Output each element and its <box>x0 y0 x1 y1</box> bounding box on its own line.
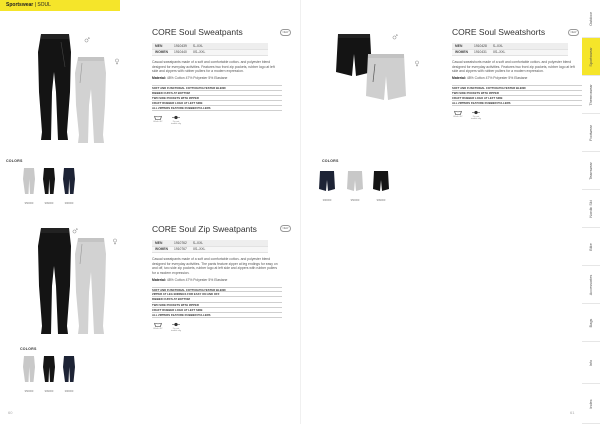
product-sweatpants <box>152 27 282 125</box>
sweatpants-men-image <box>36 32 74 142</box>
gender-female-icon <box>114 58 120 65</box>
tag-separator: | <box>34 2 36 8</box>
feature-item: SOFT AND FUNCTIONAL COTTON-POLYESTER BLEND <box>152 287 282 292</box>
product-zip-sweatpants <box>152 224 282 332</box>
product-description: Casual sweatpants made of a soft and comfortable cotton- and polyester blend designed for everyday activities. The pants feature zipper at leg endings for easy on and off, two side zip pockets, rubber logo at left side and zippers with rubber pullers for a modern expression. <box>152 257 278 275</box>
section-tag <box>0 0 120 11</box>
tab-label: Bags <box>589 318 593 327</box>
swatch-code: 950000 <box>24 389 34 393</box>
feature-item: CRAFT RUBBER LOGO AT LEFT SIDE <box>452 96 582 101</box>
product-title: CORE Soul Sweatshorts <box>452 27 546 37</box>
wash-icon <box>154 115 162 120</box>
size-row-women <box>152 246 268 253</box>
care-wash-label: Wash 40° <box>453 115 463 118</box>
feature-list <box>152 287 282 318</box>
color-swatch <box>372 170 390 202</box>
article-number: 1910440 <box>171 49 190 56</box>
new-badge: NEW <box>568 29 579 36</box>
care-dry-label: Do not tumble dry <box>170 120 182 125</box>
size-row-women <box>452 49 568 56</box>
category-label: Sportswear <box>6 2 34 8</box>
tab-thermowear[interactable] <box>582 76 600 114</box>
product-material <box>152 278 282 282</box>
feature-item: TWO SIDE POCKETS WITH ZIPPER <box>452 91 582 96</box>
care-dry <box>170 322 182 332</box>
article-number: 1910428 <box>471 43 490 49</box>
care-dry <box>170 115 182 125</box>
care-wash <box>152 115 164 125</box>
gender-label: WOMEN <box>152 246 171 253</box>
gender-label: WOMEN <box>452 49 471 56</box>
gender-male-icon <box>392 34 398 40</box>
care-wash-label: Wash 40° <box>153 120 163 123</box>
tab-outdoor[interactable] <box>582 0 600 38</box>
swatch-zip-pants-grey <box>22 355 36 383</box>
size-range: XS–XXL <box>190 246 208 253</box>
no-tumble-dry-icon <box>172 322 180 327</box>
size-table <box>452 43 568 56</box>
color-swatch <box>62 355 76 393</box>
tab-nordic-ski[interactable] <box>582 190 600 228</box>
care-icons <box>452 110 582 120</box>
sweatpants-women-image <box>72 55 110 145</box>
gender-female-icon <box>112 238 118 245</box>
feature-item: CRAFT RUBBER LOGO AT LEFT SIDE <box>152 308 282 313</box>
no-tumble-dry-icon <box>172 115 180 120</box>
material-label: Material: <box>152 278 166 283</box>
swatch-pants-navy <box>62 167 76 195</box>
swatch-code: 396000 <box>322 198 332 202</box>
feature-item: SOFT AND FUNCTIONAL COTTON-POLYESTER BLEND <box>152 85 282 90</box>
tab-label: Outdoor <box>589 11 593 26</box>
tab-label: Thermowear <box>589 83 593 106</box>
size-range: S–XXL <box>490 43 508 49</box>
swatch-code: 999000 <box>44 201 54 205</box>
tab-label: Sportswear <box>589 46 593 67</box>
index-tabs <box>582 0 600 424</box>
swatch-shorts-black <box>372 170 390 192</box>
no-tumble-dry-icon <box>472 110 480 115</box>
product-title: CORE Soul Sweatpants <box>152 27 243 37</box>
tab-bags[interactable] <box>582 304 600 342</box>
care-wash <box>452 110 464 120</box>
swatch-pants-black <box>42 167 56 195</box>
feature-item: ALL ZIPPERS FEATURE RUBBER PULLERS <box>452 101 582 106</box>
feature-item: CRAFT RUBBER LOGO AT LEFT SIDE <box>152 101 282 106</box>
tab-bike[interactable] <box>582 228 600 266</box>
feature-item: RIBBED CUFFS AT BOTTOM <box>152 297 282 302</box>
tab-label: Index <box>589 398 593 409</box>
tab-info[interactable] <box>582 342 600 384</box>
spread-divider <box>300 0 301 424</box>
swatch-pants-grey <box>22 167 36 195</box>
product-sweatshorts <box>452 27 582 120</box>
tab-accessories[interactable] <box>582 266 600 304</box>
material-label: Material: <box>452 76 466 81</box>
swatch-code: 950000 <box>350 198 360 202</box>
size-range: XS–XXL <box>490 49 508 56</box>
swatch-code: 396000 <box>64 389 74 393</box>
gender-male-icon <box>84 37 90 43</box>
feature-item: RIBBED CUFFS AT BOTTOM <box>152 91 282 96</box>
collection-label: SOUL <box>37 2 51 8</box>
swatch-code: 396000 <box>64 201 74 205</box>
feature-list <box>152 85 282 111</box>
wash-icon <box>454 110 462 115</box>
size-row-women <box>152 49 268 56</box>
gender-label: MEN <box>152 240 171 246</box>
care-wash <box>152 322 164 332</box>
swatch-shorts-grey <box>346 170 364 192</box>
product-description: Casual sweatpants made of a soft and comfortable cotton- and polyester blend designed for everyday activities. Features two front zip pockets, rubber logo at left side and zippers with rubber pullers for a modern expression. <box>152 60 275 74</box>
care-dry-label: Do not tumble dry <box>470 115 482 120</box>
zip-sweatpants-men-image <box>36 226 74 336</box>
gender-label: MEN <box>152 43 171 49</box>
gender-label: WOMEN <box>152 49 171 56</box>
size-range: XS–XXL <box>190 49 208 56</box>
color-swatch <box>22 355 36 393</box>
feature-list <box>452 85 582 106</box>
tab-label: Accessories <box>589 274 593 295</box>
feature-item: ALL ZIPPERS FEATURE RUBBER PULLERS <box>152 313 282 318</box>
tab-footwear[interactable] <box>582 114 600 152</box>
size-range: S–XXL <box>190 240 208 246</box>
page-number-left: 60 <box>8 410 13 415</box>
swatch-zip-pants-black <box>42 355 56 383</box>
material-value: 48% Cotton 47% Polyester 5% Elastane <box>166 76 228 81</box>
color-swatch <box>42 355 56 393</box>
tab-label: Footwear <box>589 124 593 141</box>
feature-item: ALL ZIPPERS FEATURE RUBBER PULLERS <box>152 106 282 111</box>
tab-sportswear[interactable] <box>582 38 600 76</box>
care-icons <box>152 115 282 125</box>
wash-icon <box>154 322 162 327</box>
feature-item: TWO SIDE POCKETS WITH ZIPPER <box>152 96 282 101</box>
feature-item: ZIPPER AT LEG ENDINGS FOR EASY ON AND OFF <box>152 292 282 297</box>
new-badge: NEW <box>280 225 291 232</box>
gender-label: MEN <box>452 43 471 49</box>
swatch-shorts-navy <box>318 170 336 192</box>
color-swatch <box>318 170 336 202</box>
color-swatch <box>62 167 76 205</box>
size-table <box>152 43 268 56</box>
feature-item: TWO SIDE POCKETS WITH ZIPPER <box>152 303 282 308</box>
size-range: S–XXL <box>190 43 208 49</box>
color-swatch <box>346 170 364 202</box>
sweatshorts-women-image <box>364 52 408 104</box>
product-material <box>152 76 282 80</box>
care-dry <box>470 110 482 120</box>
colors-label: COLORS <box>20 347 37 351</box>
tab-label: Nordic Ski <box>589 199 593 218</box>
tab-teamwear[interactable] <box>582 152 600 190</box>
tab-label: Teamwear <box>589 161 593 180</box>
product-material <box>452 76 582 80</box>
swatch-code: 999000 <box>44 389 54 393</box>
article-number: 1910762 <box>171 240 190 246</box>
color-swatch <box>22 167 36 205</box>
material-label: Material: <box>152 76 166 81</box>
colors-label: COLORS <box>6 159 23 163</box>
article-number: 1910431 <box>471 49 490 56</box>
swatch-zip-pants-navy <box>62 355 76 383</box>
color-swatch <box>42 167 56 205</box>
gender-female-icon <box>414 60 420 67</box>
tab-label: Bike <box>589 242 593 251</box>
material-value: 48% Cotton 47% Polyester 5% Elastane <box>466 76 528 81</box>
article-number: 1910439 <box>171 43 190 49</box>
swatch-code: 950000 <box>24 201 34 205</box>
material-value: 48% Cotton 47% Polyester 5% Elastane <box>166 278 228 283</box>
care-icons <box>152 322 282 332</box>
care-dry-label: Do not tumble dry <box>170 327 182 332</box>
product-title: CORE Soul Zip Sweatpants <box>152 224 257 234</box>
care-wash-label: Wash 40° <box>153 327 163 330</box>
tab-label: Info <box>589 359 593 366</box>
article-number: 1910767 <box>171 246 190 253</box>
tab-index[interactable] <box>582 384 600 424</box>
product-description: Casual sweatshorts made of a soft and comfortable cotton- and polyester blend designed for everyday activities. Features two front zip pockets, rubber logo at left side and zippers with rubber pullers for a modern expression. <box>452 60 575 74</box>
feature-item: SOFT AND FUNCTIONAL COTTON-POLYESTER BLEND <box>452 85 582 90</box>
page-number-right: 61 <box>570 410 575 415</box>
zip-sweatpants-women-image <box>72 236 110 336</box>
swatch-code: 999000 <box>376 198 386 202</box>
size-table <box>152 240 268 253</box>
gender-male-icon <box>72 228 78 234</box>
colors-label: COLORS <box>322 159 339 163</box>
new-badge: NEW <box>280 29 291 36</box>
